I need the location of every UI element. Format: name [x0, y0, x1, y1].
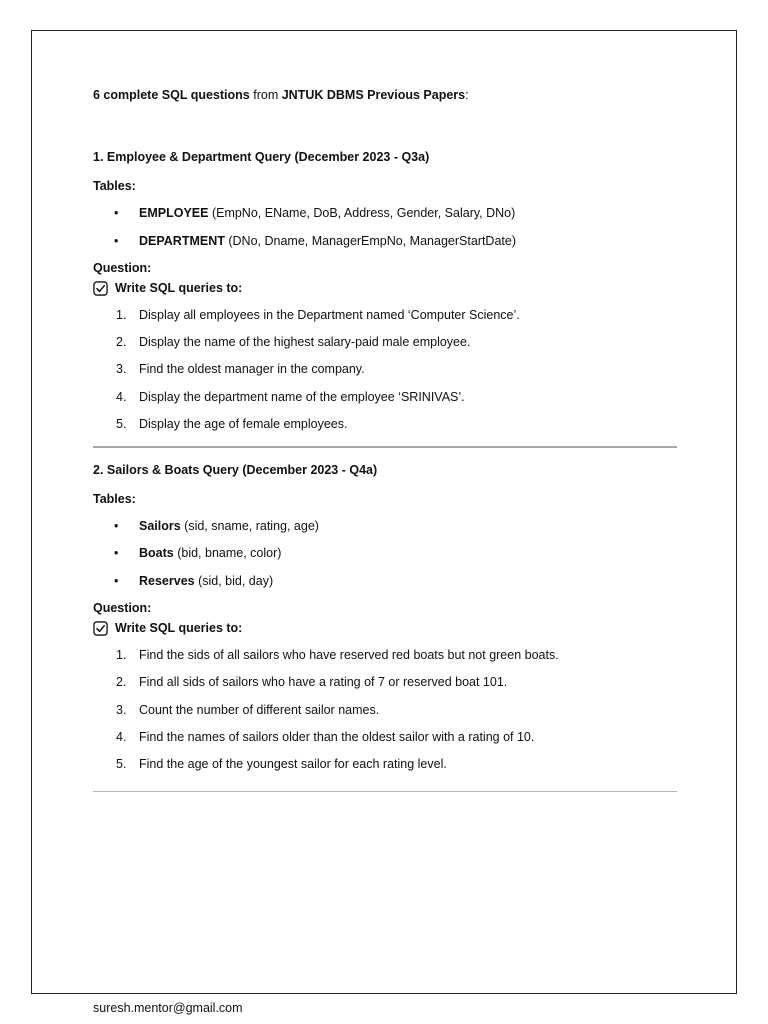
question-text: Display the name of the highest salary-paid male employee.: [139, 335, 471, 350]
bullet-icon: •: [114, 233, 119, 248]
table-columns: (EmpNo, EName, DoB, Address, Gender, Salary, DNo): [208, 206, 516, 220]
table-columns: (bid, bname, color): [173, 546, 282, 561]
question-item: [93, 306, 677, 324]
question-number: 3.: [116, 702, 127, 717]
question-number: 5.: [116, 416, 127, 431]
intro-text-4: :: [465, 88, 469, 102]
table-columns: (sid, bid, day): [194, 573, 274, 588]
table-columns: (DNo, Dname, ManagerEmpNo, ManagerStartDate): [224, 233, 516, 248]
question-item: [93, 701, 677, 719]
section-heading: 1. Employee & Department Query (December 2023 - Q3a): [93, 150, 430, 164]
bullet-icon: •: [114, 546, 119, 561]
intro-bold-3: JNTUK DBMS Previous Papers: [281, 88, 466, 102]
write-sql-row: [93, 279, 677, 297]
footer-email: suresh.mentor@gmail.com: [93, 1001, 243, 1015]
question-number: 1.: [116, 648, 127, 663]
section-sailors-boats: [93, 461, 677, 773]
question-list: [93, 646, 677, 773]
question-item: [93, 673, 677, 691]
question-item: [93, 646, 677, 664]
section-heading: 2. Sailors & Boats Query (December 2023 - Q4a): [93, 462, 378, 477]
question-number: 4.: [116, 729, 127, 744]
tables-label: Tables:: [93, 179, 136, 193]
table-name: DEPARTMENT: [139, 233, 225, 248]
table-item: [93, 544, 677, 562]
intro-line: [93, 86, 677, 104]
question-item: [93, 728, 677, 746]
horizontal-rule: [93, 446, 677, 448]
question-item: [93, 755, 677, 773]
table-columns: (sid, sname, rating, age): [180, 518, 319, 533]
table-item: [93, 572, 677, 590]
question-item: [93, 333, 677, 351]
horizontal-rule: [93, 791, 677, 792]
question-text: Display the department name of the employee ‘SRINIVAS’.: [139, 389, 465, 404]
question-list: [93, 306, 677, 433]
bullet-icon: •: [114, 573, 119, 588]
write-sql-row: [93, 619, 677, 637]
question-number: 2.: [116, 675, 127, 690]
tables-label: Tables:: [93, 491, 136, 506]
question-number: 5.: [116, 757, 127, 771]
checkbox-checked-icon: [93, 621, 108, 636]
question-number: 2.: [116, 335, 127, 350]
question-text: Display all employees in the Department named ‘Computer Science’.: [139, 308, 520, 322]
question-number: 1.: [116, 308, 127, 322]
table-name: EMPLOYEE: [139, 206, 209, 220]
question-text: Find the names of sailors older than the oldest sailor with a rating of 10.: [139, 729, 535, 744]
table-item: [93, 204, 677, 222]
table-item: [93, 517, 677, 535]
document-content: [93, 86, 677, 805]
question-text: Find the oldest manager in the company.: [139, 362, 365, 377]
section-employee-department: [93, 148, 677, 433]
question-number: 4.: [116, 389, 127, 404]
table-name: Sailors: [139, 518, 181, 533]
bullet-icon: •: [114, 206, 119, 220]
question-item: [93, 388, 677, 406]
table-name: Reserves: [139, 573, 195, 588]
intro-text-2: from: [249, 88, 282, 102]
table-name: Boats: [139, 546, 174, 561]
question-text: Count the number of different sailor names.: [139, 702, 380, 717]
question-label: Question:: [93, 261, 152, 275]
question-text: Display the age of female employees.: [139, 416, 348, 431]
question-text: Find all sids of sailors who have a rating of 7 or reserved boat 101.: [139, 675, 508, 690]
intro-bold-1: 6 complete SQL questions: [93, 88, 250, 102]
tables-list: [93, 204, 677, 250]
question-item: [93, 360, 677, 378]
question-text: Find the age of the youngest sailor for each rating level.: [139, 757, 447, 771]
checkbox-checked-icon: [93, 281, 108, 296]
bullet-icon: •: [114, 518, 119, 533]
write-sql-label: Write SQL queries to:: [115, 621, 243, 636]
table-item: [93, 232, 677, 250]
question-label: Question:: [93, 601, 152, 616]
question-number: 3.: [116, 362, 127, 377]
question-item: [93, 415, 677, 433]
tables-list: [93, 517, 677, 590]
write-sql-label: Write SQL queries to:: [115, 281, 243, 295]
question-text: Find the sids of all sailors who have reserved red boats but not green boats.: [139, 648, 559, 663]
